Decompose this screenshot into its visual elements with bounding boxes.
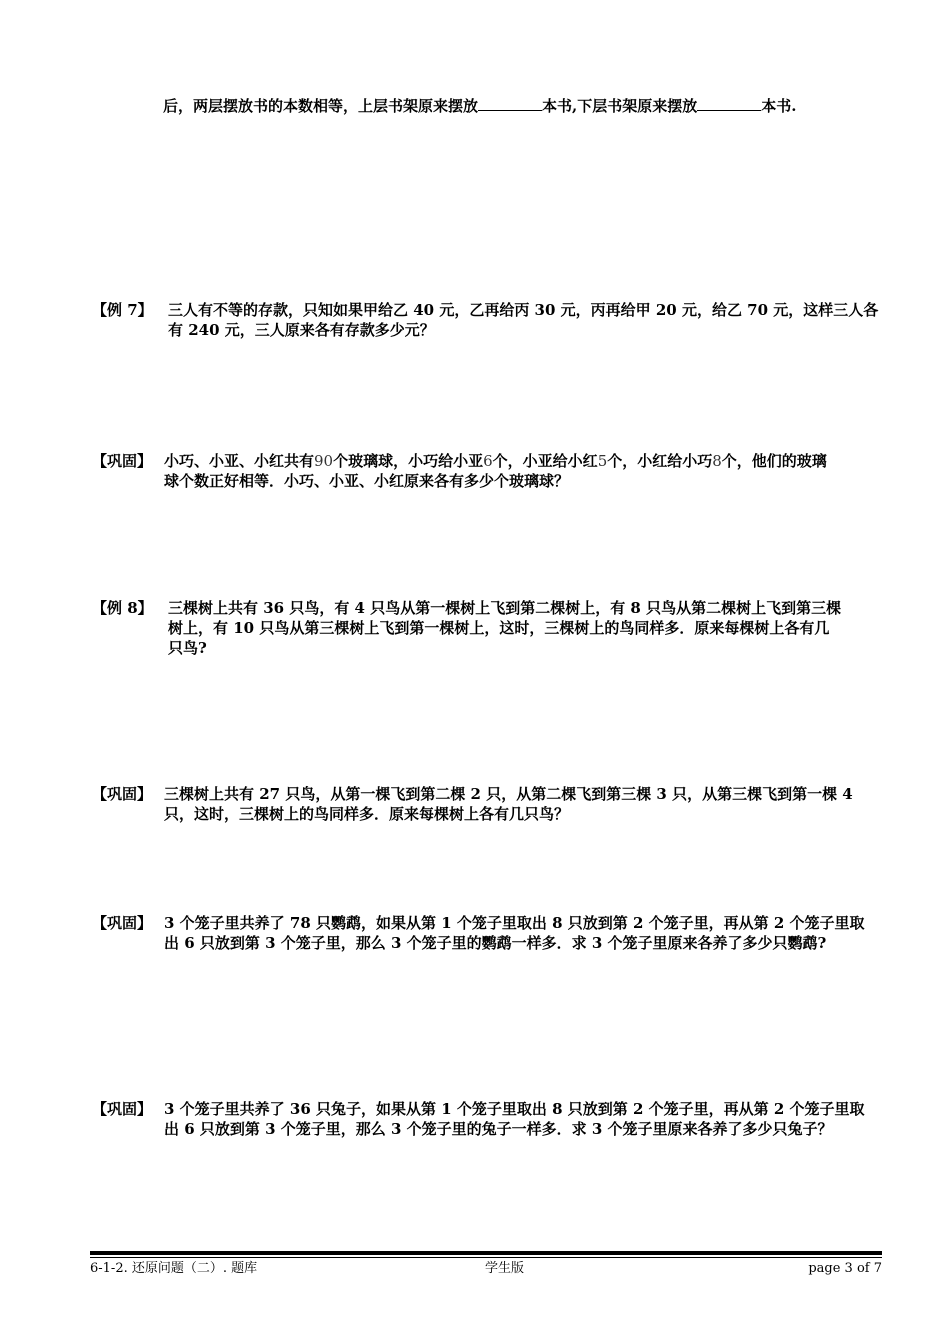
footer-center: 学生版 [485,1261,525,1276]
number-total: 90 [314,452,334,470]
problem-consolidate-3-line-2: 出 6 只放到第 3 个笼子里，那么 3 个笼子里的鹦鹉一样多．求 3 个笼子里原来各养了多少只鹦鹉? [164,934,827,952]
footer-rule-thin [90,1257,882,1258]
problem-example-7-line-1: 三人有不等的存款，只知如果甲给乙 40 元，乙再给丙 30 元，丙再给甲 20 元，给乙 70 元，这样三人各 [168,301,879,319]
problem-label-example-8: 【例 8】 [92,599,153,617]
problem-consolidate-2-line-2: 只，这时，三棵树上的鸟同样多．原来每棵树上各有几只鸟？ [164,805,570,823]
footer-right: page 3 of 7 [808,1261,882,1276]
intro-line [163,95,796,116]
problem-consolidate-4-line-2: 出 6 只放到第 3 个笼子里，那么 3 个笼子里的兔子一样多．求 3 个笼子里原来各养了多少只兔子？ [164,1120,833,1138]
footer-rule-thick [90,1251,882,1255]
intro-text-3: 本书. [761,97,797,115]
problem-example-8-line-2: 树上，有 10 只鸟从第三棵树上飞到第一棵树上，这时，三棵树上的鸟同样多．原来每棵树上各有几 [168,619,830,637]
number-give-2: 5 [597,452,608,470]
problem-consolidate-4-line-1: 3 个笼子里共养了 36 只兔子，如果从第 1 个笼子里取出 8 只放到第 2 个笼子里，再从第 2 个笼子里取 [164,1100,865,1118]
problem-example-8-line-1: 三棵树上共有 36 只鸟，有 4 只鸟从第一棵树上飞到第二棵树上，有 8 只鸟从第二棵树上飞到第三棵 [168,599,842,617]
problem-label-consolidate-3: 【巩固】 [92,914,153,932]
number-give-1: 6 [483,452,493,470]
number-give-3: 8 [712,452,722,470]
intro-text-1: 后，两层摆放书的本数相等，上层书架原来摆放 [163,97,479,115]
problem-consolidate-1-line-2: 球个数正好相等．小巧、小亚、小红原来各有多少个玻璃球？ [164,472,570,490]
answer-blank-lower [697,95,761,111]
intro-text-2: 本书,下层书架原来摆放 [542,97,698,115]
footer-left: 6-1-2. 还原问题（二）. 题库 [90,1261,258,1276]
problem-consolidate-1-line-1: 小巧、小亚、小红共有90个玻璃球，小巧给小亚6个，小亚给小红5个，小红给小巧8个，他们的玻璃 [164,452,827,470]
answer-blank-upper [478,95,542,111]
problem-example-8-line-3: 只鸟? [168,639,207,657]
problem-label-example-7: 【例 7】 [92,301,153,319]
problem-label-consolidate-4: 【巩固】 [92,1100,153,1118]
problem-consolidate-3-line-1: 3 个笼子里共养了 78 只鹦鹉，如果从第 1 个笼子里取出 8 只放到第 2 个笼子里，再从第 2 个笼子里取 [164,914,865,932]
problem-label-consolidate-2: 【巩固】 [92,785,153,803]
problem-example-7-line-2: 有 240 元，三人原来各有存款多少元？ [168,321,435,339]
problem-consolidate-2-line-1: 三棵树上共有 27 只鸟，从第一棵飞到第二棵 2 只，从第二棵飞到第三棵 3 只，从第三棵飞到第一棵 4 [164,785,853,803]
problem-label-consolidate-1: 【巩固】 [92,452,153,470]
